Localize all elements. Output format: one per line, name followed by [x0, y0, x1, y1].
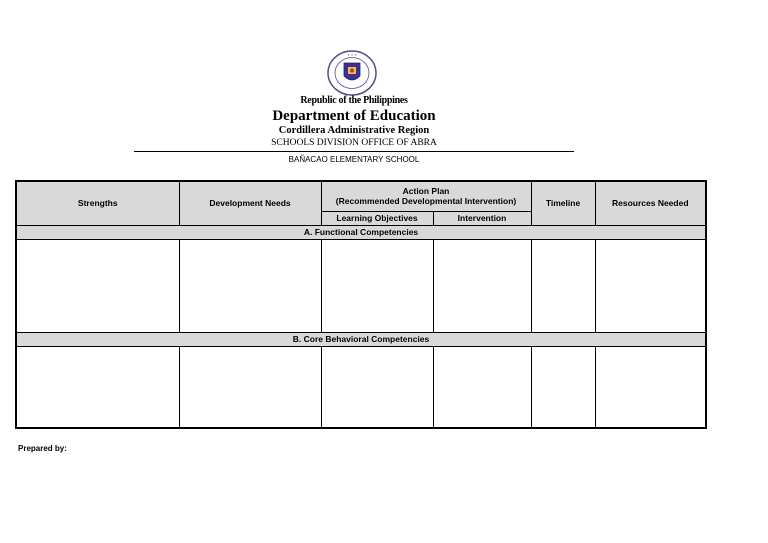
core-behavioral-competencies-label: B. Core Behavioral Competencies: [16, 332, 706, 346]
prepared-by-label: Prepared by:: [18, 444, 67, 453]
learning-objectives-header: Learning Objectives: [321, 211, 433, 225]
republic-title: Republic of the Philippines: [300, 95, 408, 106]
learning-objectives-cell[interactable]: [321, 239, 433, 332]
development-needs-cell[interactable]: [179, 346, 321, 428]
table-row: [16, 239, 706, 332]
header-divider: [134, 151, 574, 152]
strengths-header: Strengths: [16, 181, 179, 225]
development-plan-table: [15, 180, 707, 429]
action-plan-subtitle: (Recommended Developmental Intervention): [335, 196, 517, 207]
svg-text:• • •: • • •: [347, 52, 357, 58]
section-row-core: [16, 332, 706, 346]
deped-seal-icon: [326, 50, 378, 96]
table-row: [16, 346, 706, 428]
division-title: SCHOOLS DIVISION OFFICE OF ABRA: [271, 138, 437, 148]
resources-needed-cell[interactable]: [595, 346, 706, 428]
intervention-header: Intervention: [433, 211, 531, 225]
intervention-cell[interactable]: [433, 239, 531, 332]
strengths-cell[interactable]: [16, 239, 179, 332]
timeline-cell[interactable]: [531, 239, 595, 332]
school-name: BAÑACAO ELEMENTARY SCHOOL: [288, 155, 420, 164]
resources-needed-header: Resources Needed: [595, 181, 706, 225]
strengths-cell[interactable]: [16, 346, 179, 428]
learning-objectives-cell[interactable]: [321, 346, 433, 428]
action-plan-title: Action Plan: [402, 186, 450, 197]
timeline-cell[interactable]: [531, 346, 595, 428]
timeline-header: Timeline: [531, 181, 595, 225]
development-needs-cell[interactable]: [179, 239, 321, 332]
department-title: Department of Education: [272, 108, 436, 124]
header-row: [16, 181, 706, 211]
resources-needed-cell[interactable]: [595, 239, 706, 332]
section-row-functional: [16, 225, 706, 239]
region-title: Cordillera Administrative Region: [278, 125, 430, 136]
action-plan-header: [321, 181, 531, 211]
functional-competencies-label: A. Functional Competencies: [16, 225, 706, 239]
intervention-cell[interactable]: [433, 346, 531, 428]
development-needs-header: Development Needs: [179, 181, 321, 225]
